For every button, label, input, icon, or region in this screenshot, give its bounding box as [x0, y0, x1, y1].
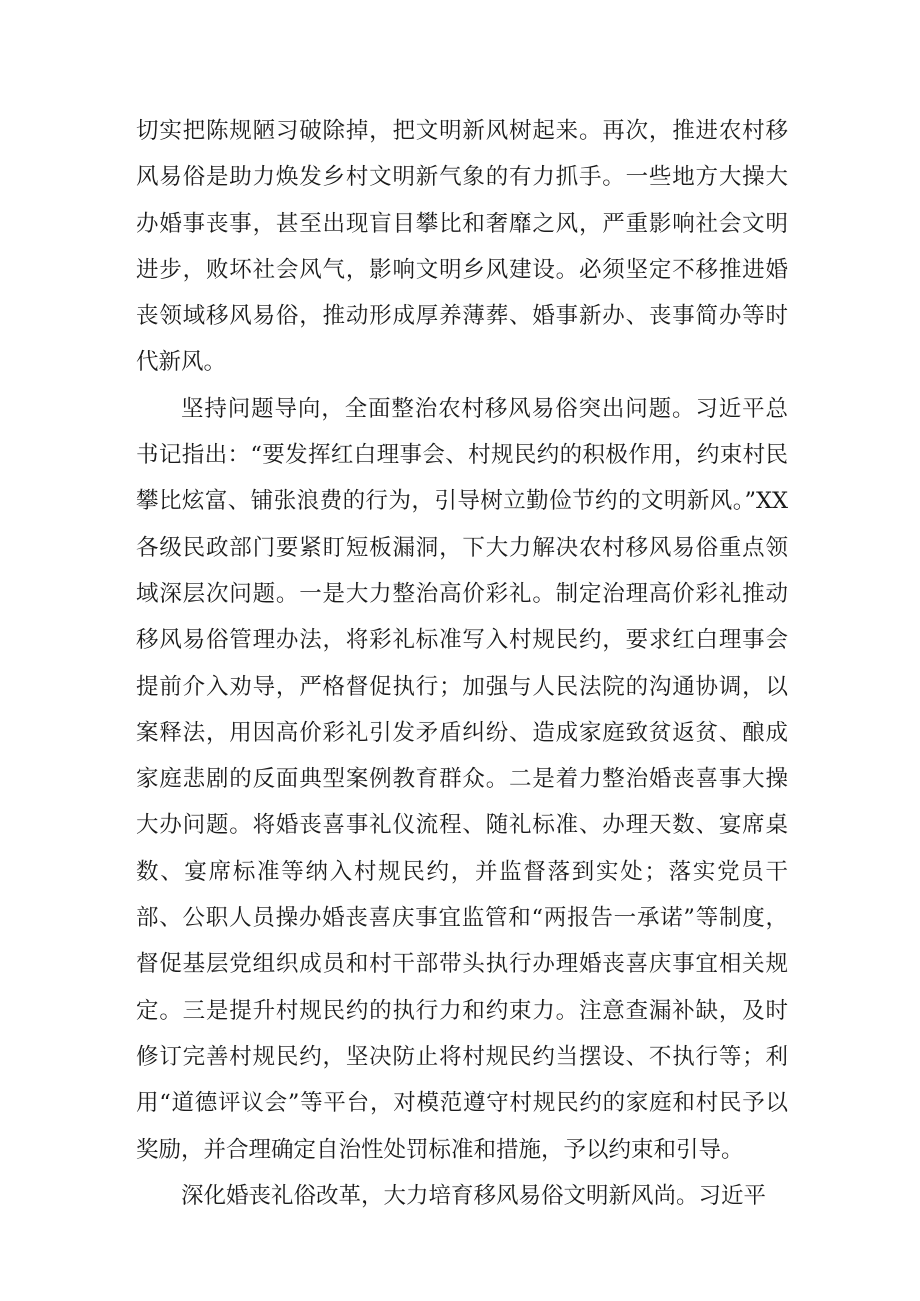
paragraph-2: 坚持问题导向，全面整治农村移风易俗突出问题。习近平总书记指出：“要发挥红白理事会、村规民约的积极作用，约束村民攀比炫富、铺张浪费的行为，引导树立勤俭节约的文明新风。”XX各级民政部门要紧盯短板漏洞，下大力解决农村移风易俗重点领域深层次问题。一是大力整治高价彩礼。制定治理高价彩礼推动移风易俗管理办法，将彩礼标准写入村规民约，要求红白理事会提前介入劝导，严格督促执行；加强与人民法院的沟通协调，以案释法，用因高价彩礼引发矛盾纠纷、造成家庭致贫返贫、酿成家庭悲剧的反面典型案例教育群众。二是着力整治婚丧喜事大操大办问题。将婚丧喜事礼仪流程、随礼标准、办理天数、宴席桌数、宴席标准等纳入村规民约，并监督落到实处；落实党员干部、公职人员操办婚丧喜庆事宜监管和“两报告一承诺”等制度，督促基层党组织成员和村干部带头执行办理婚丧喜庆事宜相关规定。三是提升村规民约的执行力和约束力。注意查漏补缺，及时修订完善村规民约，坚决防止将村规民约当摆设、不执行等；利用“道德评议会”等平台，对模范遵守村规民约的家庭和村民予以奖励，并合理确定自治性处罚标准和措施，予以约束和引导。 — [136, 395, 788, 1163]
paragraph-1: 切实把陈规陋习破除掉，把文明新风树起来。再次，推进农村移风易俗是助力焕发乡村文明新气象的有力抓手。一些地方大操大办婚事丧事，甚至出现盲目攀比和奢靡之风，严重影响社会文明进步，败坏社会风气，影响文明乡风建设。必须坚定不移推进婚丧领域移风易俗，推动形成厚养薄葬、婚事新办、丧事简办等时代新风。 — [136, 118, 788, 376]
paragraph-3: 深化婚丧礼俗改革，大力培育移风易俗文明新风尚。习近平 — [181, 1182, 767, 1209]
body-text — [136, 108, 788, 1219]
